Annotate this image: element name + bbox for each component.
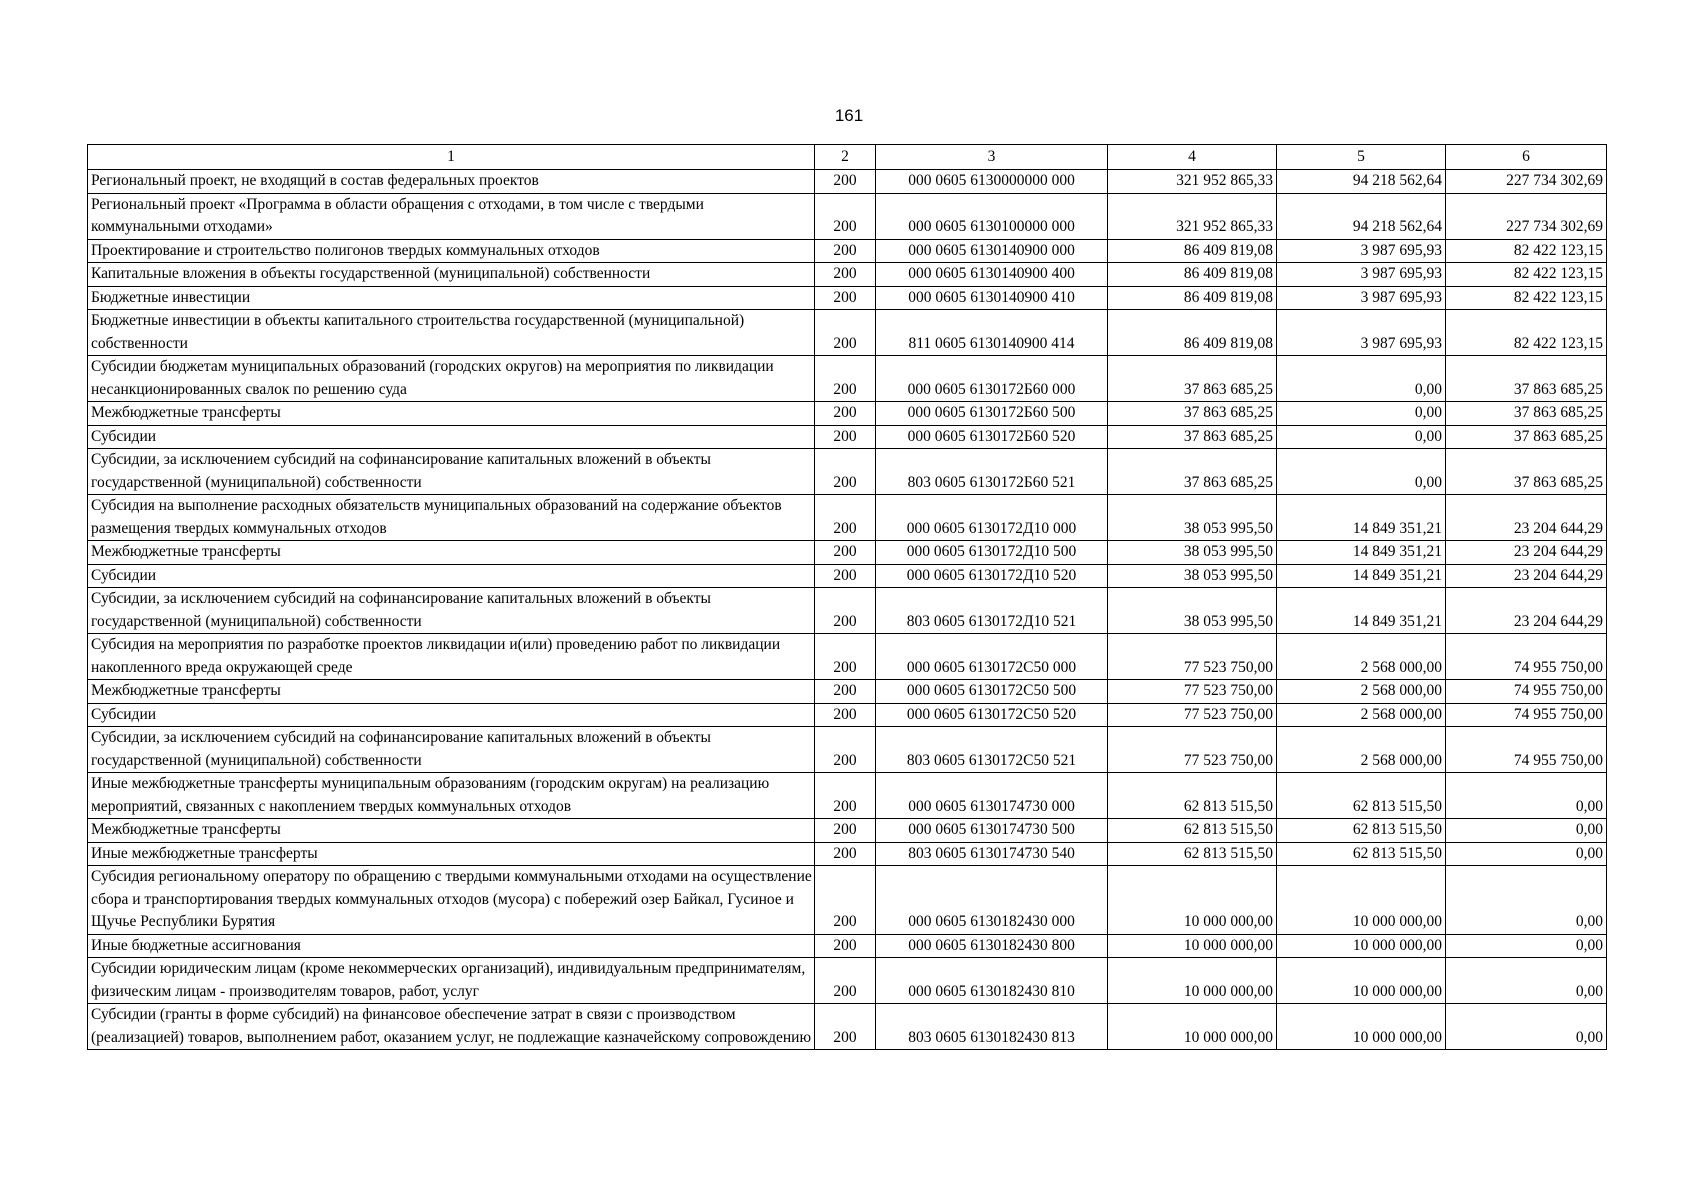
page-number: 161 [834,106,864,125]
row-code-2: 200 [815,425,876,449]
row-code-3: 803 0605 6130172Д10 521 [876,588,1108,634]
row-value-6: 37 863 685,25 [1446,402,1607,426]
row-value-6: 23 204 644,29 [1446,541,1607,565]
row-value-4: 62 813 515,50 [1108,773,1277,819]
row-code-3: 000 0605 6130172Б60 500 [876,402,1108,426]
row-name: Субсидии [88,564,815,588]
row-value-5: 3 987 695,93 [1277,239,1446,263]
row-value-6: 82 422 123,15 [1446,286,1607,310]
row-name: Иные межбюджетные трансферты муниципальным образованиям (городским округам) на реализацию мероприятий, связанных с накоплением твердых коммунальных отходов [88,773,815,819]
row-value-5: 14 849 351,21 [1277,541,1446,565]
row-name: Иные бюджетные ассигнования [88,934,815,958]
row-name: Капитальные вложения в объекты государственной (муниципальной) собственности [88,263,815,287]
row-code-2: 200 [815,866,876,935]
row-code-3: 000 0605 6130172Д10 000 [876,495,1108,541]
row-name: Межбюджетные трансферты [88,402,815,426]
row-code-2: 200 [815,564,876,588]
row-value-5: 14 849 351,21 [1277,588,1446,634]
row-name: Субсидии, за исключением субсидий на софинансирование капитальных вложений в объекты государственной (муниципальной) собственности [88,727,815,773]
row-code-3: 000 0605 6130172Д10 500 [876,541,1108,565]
table-row [88,310,1607,356]
row-value-5: 0,00 [1277,449,1446,495]
row-code-3: 000 0605 6130000000 000 [876,170,1108,194]
row-code-2: 200 [815,634,876,680]
row-name: Региональный проект, не входящий в состав федеральных проектов [88,170,815,194]
row-value-6: 0,00 [1446,934,1607,958]
table-row [88,866,1607,935]
table-row [88,958,1607,1004]
row-value-5: 2 568 000,00 [1277,634,1446,680]
row-value-4: 10 000 000,00 [1108,1004,1277,1050]
row-value-5: 0,00 [1277,402,1446,426]
row-value-5: 94 218 562,64 [1277,193,1446,239]
table-row [88,356,1607,402]
row-value-6: 82 422 123,15 [1446,310,1607,356]
header-col-3: 3 [876,145,1108,170]
row-value-4: 86 409 819,08 [1108,310,1277,356]
row-value-6: 23 204 644,29 [1446,588,1607,634]
row-name: Субсидия региональному оператору по обращению с твердыми коммунальными отходами на осуществление сбора и транспортирования твердых коммунальных отходов (мусора) с побережий озер Байкал, Гусиное и Щучье Республики Бурятия [88,866,815,935]
row-value-4: 10 000 000,00 [1108,958,1277,1004]
row-value-5: 10 000 000,00 [1277,1004,1446,1050]
table-row [88,680,1607,704]
row-value-4: 38 053 995,50 [1108,541,1277,565]
row-name: Субсидии, за исключением субсидий на софинансирование капитальных вложений в объекты государственной (муниципальной) собственности [88,449,815,495]
row-code-2: 200 [815,263,876,287]
table-row [88,934,1607,958]
row-value-6: 0,00 [1446,842,1607,866]
row-code-3: 000 0605 6130172Б60 000 [876,356,1108,402]
row-name: Бюджетные инвестиции [88,286,815,310]
row-value-6: 74 955 750,00 [1446,727,1607,773]
row-name: Субсидии юридическим лицам (кроме некоммерческих организаций), индивидуальным предпринимателям, физическим лицам - производителям товаров, работ, услуг [88,958,815,1004]
table-row [88,541,1607,565]
row-code-3: 000 0605 6130182430 810 [876,958,1108,1004]
table-row [88,402,1607,426]
row-value-6: 23 204 644,29 [1446,564,1607,588]
table-row [88,286,1607,310]
row-name: Межбюджетные трансферты [88,541,815,565]
row-code-2: 200 [815,495,876,541]
row-name: Субсидии бюджетам муниципальных образований (городских округов) на мероприятия по ликвидации несанкционированных свалок по решению суда [88,356,815,402]
row-code-2: 200 [815,193,876,239]
row-value-4: 77 523 750,00 [1108,703,1277,727]
row-value-4: 10 000 000,00 [1108,866,1277,935]
row-value-6: 82 422 123,15 [1446,239,1607,263]
row-name: Субсидии, за исключением субсидий на софинансирование капитальных вложений в объекты государственной (муниципальной) собственности [88,588,815,634]
row-value-5: 62 813 515,50 [1277,842,1446,866]
row-value-4: 10 000 000,00 [1108,934,1277,958]
table-row [88,634,1607,680]
row-code-3: 000 0605 6130172С50 500 [876,680,1108,704]
row-code-2: 200 [815,286,876,310]
row-value-6: 0,00 [1446,958,1607,1004]
table-row [88,703,1607,727]
row-code-2: 200 [815,588,876,634]
row-code-2: 200 [815,541,876,565]
budget-table [87,144,1607,1050]
row-value-4: 38 053 995,50 [1108,588,1277,634]
table-row [88,425,1607,449]
row-value-5: 10 000 000,00 [1277,958,1446,1004]
row-name: Субсидия на мероприятия по разработке проектов ликвидации и(или) проведению работ по ликвидации накопленного вреда окружающей среде [88,634,815,680]
table-row [88,449,1607,495]
row-value-4: 321 952 865,33 [1108,193,1277,239]
table-row [88,588,1607,634]
table-row [88,263,1607,287]
row-value-6: 0,00 [1446,819,1607,843]
row-value-4: 86 409 819,08 [1108,286,1277,310]
row-value-4: 37 863 685,25 [1108,402,1277,426]
row-value-5: 2 568 000,00 [1277,703,1446,727]
row-name: Субсидия на выполнение расходных обязательств муниципальных образований на содержание объектов размещения твердых коммунальных отходов [88,495,815,541]
header-col-1: 1 [88,145,815,170]
row-code-3: 000 0605 6130172Б60 520 [876,425,1108,449]
row-code-3: 000 0605 6130100000 000 [876,193,1108,239]
row-value-4: 86 409 819,08 [1108,263,1277,287]
row-name: Бюджетные инвестиции в объекты капитального строительства государственной (муниципальной) собственности [88,310,815,356]
row-name: Проектирование и строительство полигонов твердых коммунальных отходов [88,239,815,263]
table-row [88,495,1607,541]
row-name: Межбюджетные трансферты [88,680,815,704]
row-value-4: 38 053 995,50 [1108,495,1277,541]
row-code-3: 803 0605 6130172С50 521 [876,727,1108,773]
row-value-6: 0,00 [1446,773,1607,819]
row-value-6: 227 734 302,69 [1446,193,1607,239]
row-value-5: 3 987 695,93 [1277,286,1446,310]
row-value-6: 74 955 750,00 [1446,680,1607,704]
row-code-3: 000 0605 6130182430 000 [876,866,1108,935]
row-name: Субсидии [88,425,815,449]
row-value-4: 321 952 865,33 [1108,170,1277,194]
table-row [88,727,1607,773]
row-code-2: 200 [815,819,876,843]
row-code-2: 200 [815,934,876,958]
row-code-3: 803 0605 6130174730 540 [876,842,1108,866]
row-value-6: 0,00 [1446,1004,1607,1050]
row-value-5: 62 813 515,50 [1277,773,1446,819]
row-name: Межбюджетные трансферты [88,819,815,843]
row-value-5: 0,00 [1277,425,1446,449]
row-code-3: 000 0605 6130182430 800 [876,934,1108,958]
row-value-4: 38 053 995,50 [1108,564,1277,588]
row-name: Региональный проект «Программа в области обращения с отходами, в том числе с твердыми коммунальными отходами» [88,193,815,239]
row-code-2: 200 [815,727,876,773]
row-code-2: 200 [815,170,876,194]
header-col-6: 6 [1446,145,1607,170]
row-value-6: 37 863 685,25 [1446,449,1607,495]
table-body [88,170,1607,1050]
row-value-5: 94 218 562,64 [1277,170,1446,194]
row-code-2: 200 [815,239,876,263]
row-code-3: 000 0605 6130140900 410 [876,286,1108,310]
row-code-2: 200 [815,703,876,727]
table-row [88,1004,1607,1050]
row-value-5: 14 849 351,21 [1277,495,1446,541]
row-name: Субсидии (гранты в форме субсидий) на финансовое обеспечение затрат в связи с производством (реализацией) товаров, выполнением работ, оказанием услуг, не подлежащие казначейскому сопровождению [88,1004,815,1050]
row-value-4: 77 523 750,00 [1108,680,1277,704]
row-value-6: 37 863 685,25 [1446,425,1607,449]
table-row [88,170,1607,194]
row-code-2: 200 [815,1004,876,1050]
row-code-3: 000 0605 6130172С50 520 [876,703,1108,727]
row-value-5: 3 987 695,93 [1277,263,1446,287]
header-col-5: 5 [1277,145,1446,170]
row-value-5: 0,00 [1277,356,1446,402]
row-value-4: 77 523 750,00 [1108,634,1277,680]
row-code-2: 200 [815,449,876,495]
row-value-6: 0,00 [1446,866,1607,935]
row-name: Субсидии [88,703,815,727]
row-value-6: 74 955 750,00 [1446,634,1607,680]
row-code-2: 200 [815,356,876,402]
row-value-5: 10 000 000,00 [1277,934,1446,958]
table-row [88,564,1607,588]
table-row [88,842,1607,866]
row-code-3: 000 0605 6130174730 500 [876,819,1108,843]
row-code-3: 000 0605 6130172Д10 520 [876,564,1108,588]
row-code-3: 811 0605 6130140900 414 [876,310,1108,356]
row-code-2: 200 [815,842,876,866]
row-value-4: 37 863 685,25 [1108,449,1277,495]
table-row [88,193,1607,239]
row-value-4: 37 863 685,25 [1108,356,1277,402]
row-value-4: 62 813 515,50 [1108,819,1277,843]
row-value-5: 2 568 000,00 [1277,727,1446,773]
row-value-4: 37 863 685,25 [1108,425,1277,449]
row-value-5: 2 568 000,00 [1277,680,1446,704]
row-value-5: 3 987 695,93 [1277,310,1446,356]
table-row [88,819,1607,843]
row-code-2: 200 [815,310,876,356]
row-value-5: 10 000 000,00 [1277,866,1446,935]
row-code-3: 803 0605 6130182430 813 [876,1004,1108,1050]
row-value-5: 14 849 351,21 [1277,564,1446,588]
row-code-2: 200 [815,773,876,819]
row-code-3: 000 0605 6130172С50 000 [876,634,1108,680]
row-value-4: 77 523 750,00 [1108,727,1277,773]
header-row [88,145,1607,170]
row-value-6: 227 734 302,69 [1446,170,1607,194]
header-col-4: 4 [1108,145,1277,170]
row-code-2: 200 [815,958,876,1004]
table-row [88,239,1607,263]
row-value-4: 86 409 819,08 [1108,239,1277,263]
row-code-3: 000 0605 6130140900 000 [876,239,1108,263]
row-code-3: 803 0605 6130172Б60 521 [876,449,1108,495]
header-col-2: 2 [815,145,876,170]
row-value-5: 62 813 515,50 [1277,819,1446,843]
row-value-6: 82 422 123,15 [1446,263,1607,287]
row-code-3: 000 0605 6130174730 000 [876,773,1108,819]
row-name: Иные межбюджетные трансферты [88,842,815,866]
row-value-6: 23 204 644,29 [1446,495,1607,541]
row-code-3: 000 0605 6130140900 400 [876,263,1108,287]
row-value-6: 74 955 750,00 [1446,703,1607,727]
row-code-2: 200 [815,680,876,704]
row-value-6: 37 863 685,25 [1446,356,1607,402]
row-value-4: 62 813 515,50 [1108,842,1277,866]
table-row [88,773,1607,819]
row-code-2: 200 [815,402,876,426]
